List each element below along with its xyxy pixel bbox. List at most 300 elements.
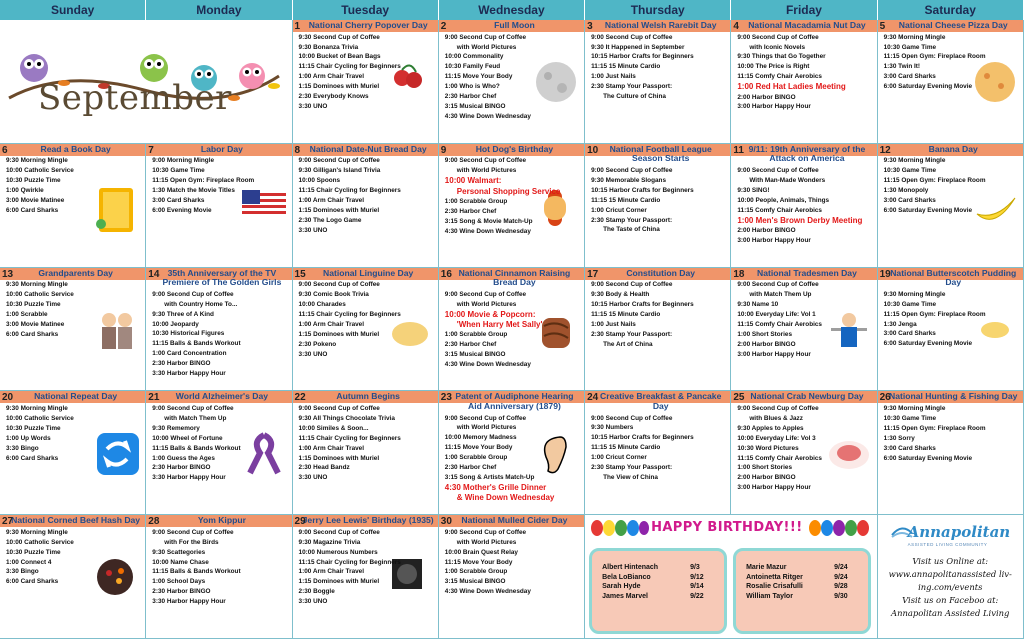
event-item: 1:00 Guess the Ages — [152, 454, 215, 462]
birthday-date: 9/22 — [690, 592, 704, 600]
day-cell-29 — [293, 515, 439, 639]
contact-line: Visit us Online at: — [912, 556, 989, 567]
weekday-monday: Monday — [146, 0, 292, 20]
event-item: 9:30 Morning Mingle — [6, 404, 68, 412]
event-item: 10:30 Puzzle Time — [6, 301, 61, 308]
day-title: Read a Book Day — [40, 143, 111, 154]
event-list — [6, 156, 145, 215]
day-cell-18 — [731, 268, 877, 392]
event-list — [884, 33, 1023, 92]
event-item: 11:15 Open Gym: Fireplace Room — [883, 177, 986, 185]
event-item: 9:00 Second Cup of Coffee — [298, 157, 380, 165]
event-item: 9:30 Magazine Trivia — [298, 538, 361, 546]
event-item: 11:15 Open Gym: Fireplace Room — [883, 424, 986, 432]
event-item: 11:15 15 Minute Cardio — [591, 444, 661, 452]
event-item: 10:00 Bucket of Bean Bags — [298, 53, 381, 61]
event-item: 10:30 Puzzle Time — [6, 548, 61, 556]
event-item: 10:00 Wheel of Fortune — [152, 434, 223, 442]
event-item: 1:30 Monopoly — [883, 187, 929, 195]
event-item: 1:00 Short Stories — [737, 330, 793, 338]
date-number: 7 — [148, 144, 154, 156]
birthday-name: Rosalie Crisafulli — [746, 583, 803, 591]
day-title: National Date-Nut Bread Day — [309, 143, 427, 154]
birthday-name: James Marvel — [602, 592, 648, 600]
event-item: 6:00 Evening Movie — [152, 206, 212, 214]
event-item: 10:00 Catholic Service — [6, 167, 74, 175]
event-item: 3:00 Card Sharks — [883, 330, 936, 338]
event-item: 11:15 Comfy Chair Aerobics — [737, 320, 822, 328]
event-item: 11:15 Chair Cycling for Beginners — [298, 63, 401, 71]
event-list — [737, 404, 876, 493]
event-item: 11:15 Comfy Chair Aerobics — [737, 454, 822, 462]
event-item: 9:30 Rememory — [152, 424, 200, 432]
event-item: 3:30 Harbor Happy Hour — [152, 598, 226, 606]
event-list — [445, 290, 584, 370]
date-number: 29 — [294, 516, 306, 528]
weekday-thursday: Thursday — [585, 0, 731, 20]
date-number: 19 — [879, 268, 891, 280]
event-item: 1:30 Twin It! — [883, 63, 921, 71]
date-number: 9 — [440, 144, 447, 156]
event-item: 1:00 Arm Chair Travel — [298, 197, 365, 205]
date-number: 24 — [587, 392, 599, 404]
day-title: Creative Breakfast & Pancake Day — [600, 391, 722, 411]
event-list — [299, 528, 438, 607]
event-item: 3:00 Card Sharks — [152, 197, 205, 205]
event-item: with World Pictures — [456, 538, 517, 546]
brand-tagline: ASSISTED LIVING COMMUNITY — [907, 542, 988, 548]
day-cell-4 — [731, 20, 877, 144]
event-item: 9:30 Morning Mingle — [6, 528, 68, 536]
event-item: 2:30 Stamp Your Passport: — [591, 216, 673, 224]
birthday-entry — [602, 582, 718, 592]
event-item: 10:30 Historical Figures — [152, 330, 225, 338]
day-cell-16 — [439, 268, 585, 392]
event-item: 4:30 Wine Down Wednesday — [444, 112, 531, 120]
event-item: 11:15 Balls & Bands Workout — [152, 568, 241, 576]
event-item: 3:00 Movie Matinee — [6, 197, 65, 205]
event-item: 3:30 UNO — [298, 102, 328, 110]
event-item: 3:30 Bingo — [6, 568, 39, 576]
event-item: 9:00 Second Cup of Coffee — [444, 528, 527, 536]
date-number: 12 — [879, 144, 891, 156]
contact-line: Visit us on Faceboo at: — [902, 595, 999, 606]
event-item: 6:00 Card Sharks — [6, 206, 59, 214]
event-item: 11:15 Move Your Body — [444, 73, 513, 81]
event-item: 9:30 Second Cup of Coffee — [298, 33, 380, 41]
event-item: 1:30 Sorry — [883, 434, 915, 442]
event-item: 10:00 Numerous Numbers — [298, 548, 378, 556]
event-item: 1:00 Up Words — [6, 434, 51, 442]
birthday-name: Albert Hintenach — [602, 564, 659, 572]
event-item: 11:15 Open Gym: Fireplace Room — [883, 53, 986, 61]
event-item: 1:15 Dominoes with Muriel — [298, 578, 380, 586]
event-list — [737, 280, 876, 359]
date-number: 23 — [440, 392, 452, 404]
event-item: with Blues & Jazz — [749, 414, 803, 422]
date-number: 27 — [2, 516, 14, 528]
event-item: The Culture of China — [603, 93, 666, 101]
event-item: 9:30 Scattegories — [152, 548, 206, 556]
event-item: 2:30 Stamp Your Passport: — [591, 464, 673, 472]
day-cell-5 — [878, 20, 1024, 144]
event-item: The View of China — [603, 474, 658, 482]
date-number: 15 — [294, 268, 306, 280]
birthday-entry — [602, 563, 718, 573]
date-number: 10 — [587, 144, 599, 156]
event-item: 2:30 Head Bandz — [298, 464, 350, 472]
event-item: 9:30 Morning Mingle — [6, 157, 68, 165]
event-item: 10:00 Similes & Soon... — [298, 424, 369, 432]
contact-line: ing.com/events — [918, 582, 983, 593]
special-event: 'When Harry Met Sally' — [456, 320, 543, 329]
event-item: 11:15 Comfy Chair Aerobics — [737, 206, 822, 214]
event-item: 9:30 Morning Mingle — [883, 33, 946, 41]
birthday-name: Bela LoBianco — [602, 573, 651, 581]
event-item: 11:15 15 Minute Cardio — [591, 63, 661, 71]
date-number: 18 — [733, 268, 745, 280]
community-info-panel — [878, 515, 1024, 639]
event-item: 9:00 Second Cup of Coffee — [298, 281, 380, 289]
event-item: 11:15 Balls & Bands Workout — [152, 444, 241, 452]
event-item: 1:00 Just Nails — [591, 73, 636, 81]
event-item: 9:30 SING! — [737, 186, 770, 194]
event-item: 11:15 Chair Cycling for Beginners — [298, 558, 401, 566]
event-list — [884, 156, 1023, 215]
event-item: 11:15 15 Minute Cardio — [591, 196, 661, 204]
date-number: 20 — [2, 392, 14, 404]
event-item: 9:00 Second Cup of Coffee — [591, 414, 673, 422]
date-number: 5 — [879, 21, 886, 32]
event-item: 3:30 UNO — [298, 350, 328, 358]
event-item: 3:15 Musical BINGO — [444, 351, 506, 359]
event-item: 9:00 Second Cup of Coffee — [444, 33, 527, 41]
event-item: 9:30 Morning Mingle — [883, 290, 946, 298]
event-item: with World Pictures — [456, 43, 517, 51]
event-list — [299, 404, 438, 483]
event-item: 4:30 Wine Down Wednesday — [444, 361, 531, 369]
event-list — [737, 33, 876, 113]
day-title: National Tradesmen Day — [757, 267, 857, 278]
day-cell-2 — [439, 20, 585, 144]
event-item: 1:00 Scrabble — [6, 310, 48, 318]
event-item: 9:30 Bonanza Trivia — [298, 43, 359, 51]
date-number: 28 — [148, 516, 160, 528]
event-item: 1:00 Arm Chair Travel — [298, 444, 365, 452]
event-item: with For the Birds — [164, 538, 219, 546]
day-cell-11 — [731, 144, 877, 268]
contact-line: www.annapolitanassisted liv- — [888, 569, 1012, 580]
event-item: 2:30 Harbor Chef — [444, 207, 497, 215]
event-item: 3:30 Harbor Happy Hour — [152, 370, 226, 378]
event-list — [152, 156, 291, 215]
event-item: 2:30 Harbor Chef — [444, 464, 497, 472]
day-cell-14 — [146, 268, 292, 392]
birthday-entry — [746, 582, 862, 592]
event-item: 1:15 Dominoes with Muriel — [298, 206, 380, 214]
event-list — [6, 404, 145, 463]
event-item: 1:00 Cricut Corner — [591, 454, 647, 462]
event-item: 1:00 Scrabble Group — [444, 331, 508, 339]
event-item: 11:15 Balls & Bands Workout — [152, 340, 241, 348]
event-item: 9:30 Three of A Kind — [152, 310, 214, 318]
day-title: National Hunting & Fishing Day — [889, 391, 1018, 402]
calendar-grid — [0, 20, 1024, 639]
day-title: National Macadamia Nut Day — [748, 20, 866, 30]
event-item: 10:15 Harbor Crafts for Beginners — [591, 53, 694, 61]
event-item: 9:30 Morning Mingle — [883, 157, 946, 165]
event-item: 2:00 Harbor BINGO — [737, 226, 796, 234]
day-title: Patent of Audiphone Hearing Aid Anniversary (1879) — [455, 391, 574, 411]
birthday-entry — [602, 592, 718, 602]
date-number: 3 — [587, 21, 593, 32]
event-item: 2:30 Stamp Your Passport: — [591, 330, 673, 338]
event-item: 9:30 Name 10 — [737, 301, 779, 308]
event-item: with World Pictures — [456, 300, 517, 308]
event-item: 1:00 Arm Chair Travel — [298, 73, 365, 81]
event-item: 3:30 UNO — [298, 226, 328, 234]
day-title: National Cinnamon Raising Bread Day — [458, 267, 571, 288]
event-item: 2:00 Harbor BINGO — [737, 474, 796, 482]
event-list — [737, 166, 876, 246]
weekday-tuesday: Tuesday — [293, 0, 439, 20]
date-number: 14 — [148, 268, 160, 280]
event-item: 9:30 Things that Go Together — [737, 53, 826, 61]
event-item: 10:30 Family Feud — [444, 63, 501, 71]
birthday-date: 9/24 — [834, 564, 848, 572]
event-list — [591, 280, 730, 349]
event-item: 1:00 Just Nails — [591, 320, 636, 328]
event-list — [591, 414, 730, 483]
event-item: with Match Them Up — [749, 291, 812, 299]
balloons-right-illustration — [807, 518, 873, 540]
birthday-entry — [746, 563, 862, 573]
event-item: 1:15 Dominoes with Muriel — [298, 454, 380, 462]
day-title: National Repeat Day — [34, 391, 118, 402]
day-title: National Cherry Popover Day — [308, 20, 428, 30]
date-number: 11 — [733, 144, 744, 156]
event-list — [445, 156, 584, 236]
event-item: 1:30 Match the Movie Titles — [152, 187, 235, 195]
event-item: 10:00 The Price is Right — [737, 63, 810, 71]
birthday-date: 9/24 — [834, 573, 848, 581]
day-title: Yom Kippur — [197, 515, 246, 526]
special-event: 10:00 Walmart: — [444, 176, 502, 186]
event-item: 11:15 Open Gym: Fireplace Room — [152, 177, 255, 185]
event-item: 9:00 Second Cup of Coffee — [737, 33, 819, 41]
day-cell-21 — [146, 391, 292, 515]
event-item: 4:30 Wine Down Wednesday — [444, 588, 531, 596]
day-title: National Football League Season Starts — [609, 143, 712, 164]
event-item: 2:30 Stamp Your Passport: — [591, 83, 673, 91]
event-item: 9:00 Second Cup of Coffee — [737, 404, 819, 412]
event-item: 10:00 Catholic Service — [6, 291, 74, 299]
day-title: Hot Dog's Birthday — [475, 143, 554, 154]
event-item: 10:30 Game Time — [152, 167, 205, 175]
event-item: 6:00 Saturday Evening Movie — [883, 454, 973, 462]
event-item: 6:00 Saturday Evening Movie — [883, 206, 973, 214]
event-item: 10:00 Catholic Service — [6, 538, 74, 546]
day-title: National Butterscotch Pudding Day — [890, 267, 1017, 288]
event-item: 10:30 Game Time — [883, 43, 937, 51]
birthday-entry — [746, 573, 862, 583]
event-item: 9:00 Second Cup of Coffee — [152, 290, 234, 298]
event-item: 9:30 Morning Mingle — [883, 404, 946, 412]
date-number: 1 — [294, 21, 301, 32]
event-item: 2:30 Harbor BINGO — [152, 588, 211, 596]
event-item: 10:30 Puzzle Time — [6, 177, 61, 185]
event-item: 9:30 Body & Health — [591, 291, 650, 299]
event-item: 1:00 Connect 4 — [6, 558, 52, 566]
event-item: 3:00 Card Sharks — [883, 444, 936, 452]
event-item: 9:00 Second Cup of Coffee — [152, 404, 234, 412]
event-item: 1:00 Arm Chair Travel — [298, 568, 365, 576]
day-cell-15 — [293, 268, 439, 392]
day-cell-25 — [731, 391, 877, 515]
event-item: 1:30 Jenga — [883, 320, 917, 328]
event-item: 9:30 Apples to Apples — [737, 424, 804, 432]
event-item: 11:15 Move Your Body — [444, 558, 513, 566]
event-item: 11:15 Open Gym: Fireplace Room — [883, 310, 986, 318]
day-title: Autumn Begins — [336, 391, 400, 402]
event-item: 1:15 Dominoes with Muriel — [298, 330, 380, 338]
event-item: 2:30 Boggle — [298, 588, 335, 596]
weekday-friday: Friday — [731, 0, 877, 20]
event-item: 9:30 Numbers — [591, 424, 634, 432]
event-item: 3:00 Harbor Happy Hour — [737, 103, 811, 111]
special-event: 1:00 Men's Brown Derby Meeting — [737, 215, 863, 225]
event-item: with Country Home To... — [164, 300, 238, 308]
date-number: 4 — [733, 21, 739, 32]
event-item: 2:30 Everybody Knows — [298, 93, 369, 101]
day-cell-10 — [585, 144, 731, 268]
event-list — [6, 528, 145, 587]
birthday-list-right — [733, 548, 871, 634]
birthday-date: 9/3 — [690, 564, 700, 572]
event-item: The Taste of China — [603, 226, 660, 234]
event-list — [591, 166, 730, 235]
date-number: 21 — [148, 392, 160, 404]
birthday-list-left — [589, 548, 727, 634]
event-list — [445, 414, 584, 504]
date-number: 2 — [440, 21, 447, 32]
day-title: National Welsh Rarebit Day — [604, 20, 717, 30]
date-number: 16 — [440, 268, 452, 280]
event-list — [152, 404, 291, 483]
event-item: 10:00 Jeopardy — [152, 320, 199, 328]
brand-name: Annapolitan — [907, 523, 1011, 542]
day-cell-23 — [439, 391, 585, 515]
event-item: 9:00 Second Cup of Coffee — [737, 281, 819, 289]
event-list — [884, 404, 1023, 463]
event-item: 9:00 Second Cup of Coffee — [737, 166, 819, 174]
event-item: 9:30 Memorable Slogans — [591, 176, 666, 184]
day-cell-26 — [878, 391, 1024, 515]
event-item: 1:00 Scrabble Group — [444, 568, 508, 576]
event-item: 1:00 Cricut Corner — [591, 206, 647, 214]
day-cell-27 — [0, 515, 146, 639]
event-item: 1:00 Short Stories — [737, 464, 793, 472]
day-title: National Linguine Day — [323, 267, 414, 278]
birthday-date: 9/30 — [834, 592, 848, 600]
event-item: 10:00 Name Chase — [152, 558, 209, 566]
event-item: 10:00 Everyday Life: Vol 3 — [737, 434, 816, 442]
special-event: Personal Shopping Service — [456, 186, 561, 196]
event-item: 3:15 Musical BINGO — [444, 578, 506, 586]
event-item: 9:00 Second Cup of Coffee — [152, 528, 234, 536]
day-cell-20 — [0, 391, 146, 515]
birthday-date: 9/28 — [834, 583, 848, 591]
date-number: 30 — [440, 516, 452, 528]
event-item: 9:30 Morning Mingle — [6, 281, 68, 289]
event-list — [591, 33, 730, 102]
month-banner — [0, 20, 293, 144]
day-cell-1 — [293, 20, 439, 144]
event-item: 10:30 Game Time — [883, 167, 937, 175]
day-title: World Alzheimer's Day — [175, 391, 269, 402]
day-title: 35th Anniversary of the TV Premiere of The Golden Girls — [162, 267, 282, 288]
event-list — [152, 528, 291, 607]
event-item: with World Pictures — [456, 167, 517, 175]
day-cell-28 — [146, 515, 292, 639]
event-list — [152, 290, 291, 379]
day-title: Labor Day — [200, 143, 243, 154]
event-item: 3:00 Card Sharks — [883, 197, 936, 205]
event-item: 3:30 UNO — [298, 598, 328, 606]
day-cell-30 — [439, 515, 585, 639]
day-cell-12 — [878, 144, 1024, 268]
special-event: 1:00 Red Hat Ladies Meeting — [737, 82, 846, 92]
event-item: 3:00 Harbor Happy Hour — [737, 350, 811, 358]
event-item: The Art of China — [603, 340, 653, 348]
weekday-sunday: Sunday — [0, 0, 146, 20]
event-list — [445, 528, 584, 597]
special-event: 4:30 Mother's Grille Dinner — [444, 482, 547, 492]
day-cell-7 — [146, 144, 292, 268]
day-title: Jerry Lee Lewis' Birthday (1935) — [302, 515, 434, 526]
event-item: 3:15 Musical BINGO — [444, 102, 506, 110]
event-item: 6:00 Card Sharks — [6, 454, 59, 462]
birthday-entry — [602, 573, 718, 583]
event-item: 3:00 Harbor Happy Hour — [737, 236, 811, 244]
weekday-saturday: Saturday — [878, 0, 1024, 20]
event-item: 9:30 Gilligan's Island Trivia — [298, 167, 381, 175]
event-item: 9:00 Second Cup of Coffee — [298, 528, 380, 536]
event-item: 9:00 Second Cup of Coffee — [444, 290, 527, 298]
event-item: 1:00 Scrabble Group — [444, 198, 508, 206]
event-item: 11:15 Move Your Body — [444, 444, 513, 452]
day-cell-24 — [585, 391, 731, 515]
day-title: 9/11: 19th Anniversary of the Attack on America — [748, 143, 866, 164]
event-item: 10:15 Harbor Crafts for Beginners — [591, 186, 694, 194]
event-item: 2:30 Harbor Chef — [444, 341, 497, 349]
date-number: 22 — [294, 392, 306, 404]
weekday-header-row — [0, 0, 1024, 20]
month-title: September — [38, 78, 232, 118]
event-item: 10:00 People, Animals, Things — [737, 196, 830, 204]
event-item: 2:30 Harbor BINGO — [152, 360, 211, 368]
event-item: 2:00 Harbor BINGO — [737, 340, 796, 348]
event-item: with Match Them Up — [164, 414, 227, 422]
date-number: 17 — [587, 268, 599, 280]
event-item: 3:00 Card Sharks — [883, 73, 936, 81]
day-cell-9 — [439, 144, 585, 268]
event-item: 1:00 Card Concentration — [152, 350, 227, 358]
event-item: 10:15 Harbor Crafts for Beginners — [591, 434, 694, 442]
event-item: 9:00 Second Cup of Coffee — [444, 157, 527, 165]
event-item: 10:30 Game Time — [883, 414, 937, 422]
day-cell-3 — [585, 20, 731, 144]
